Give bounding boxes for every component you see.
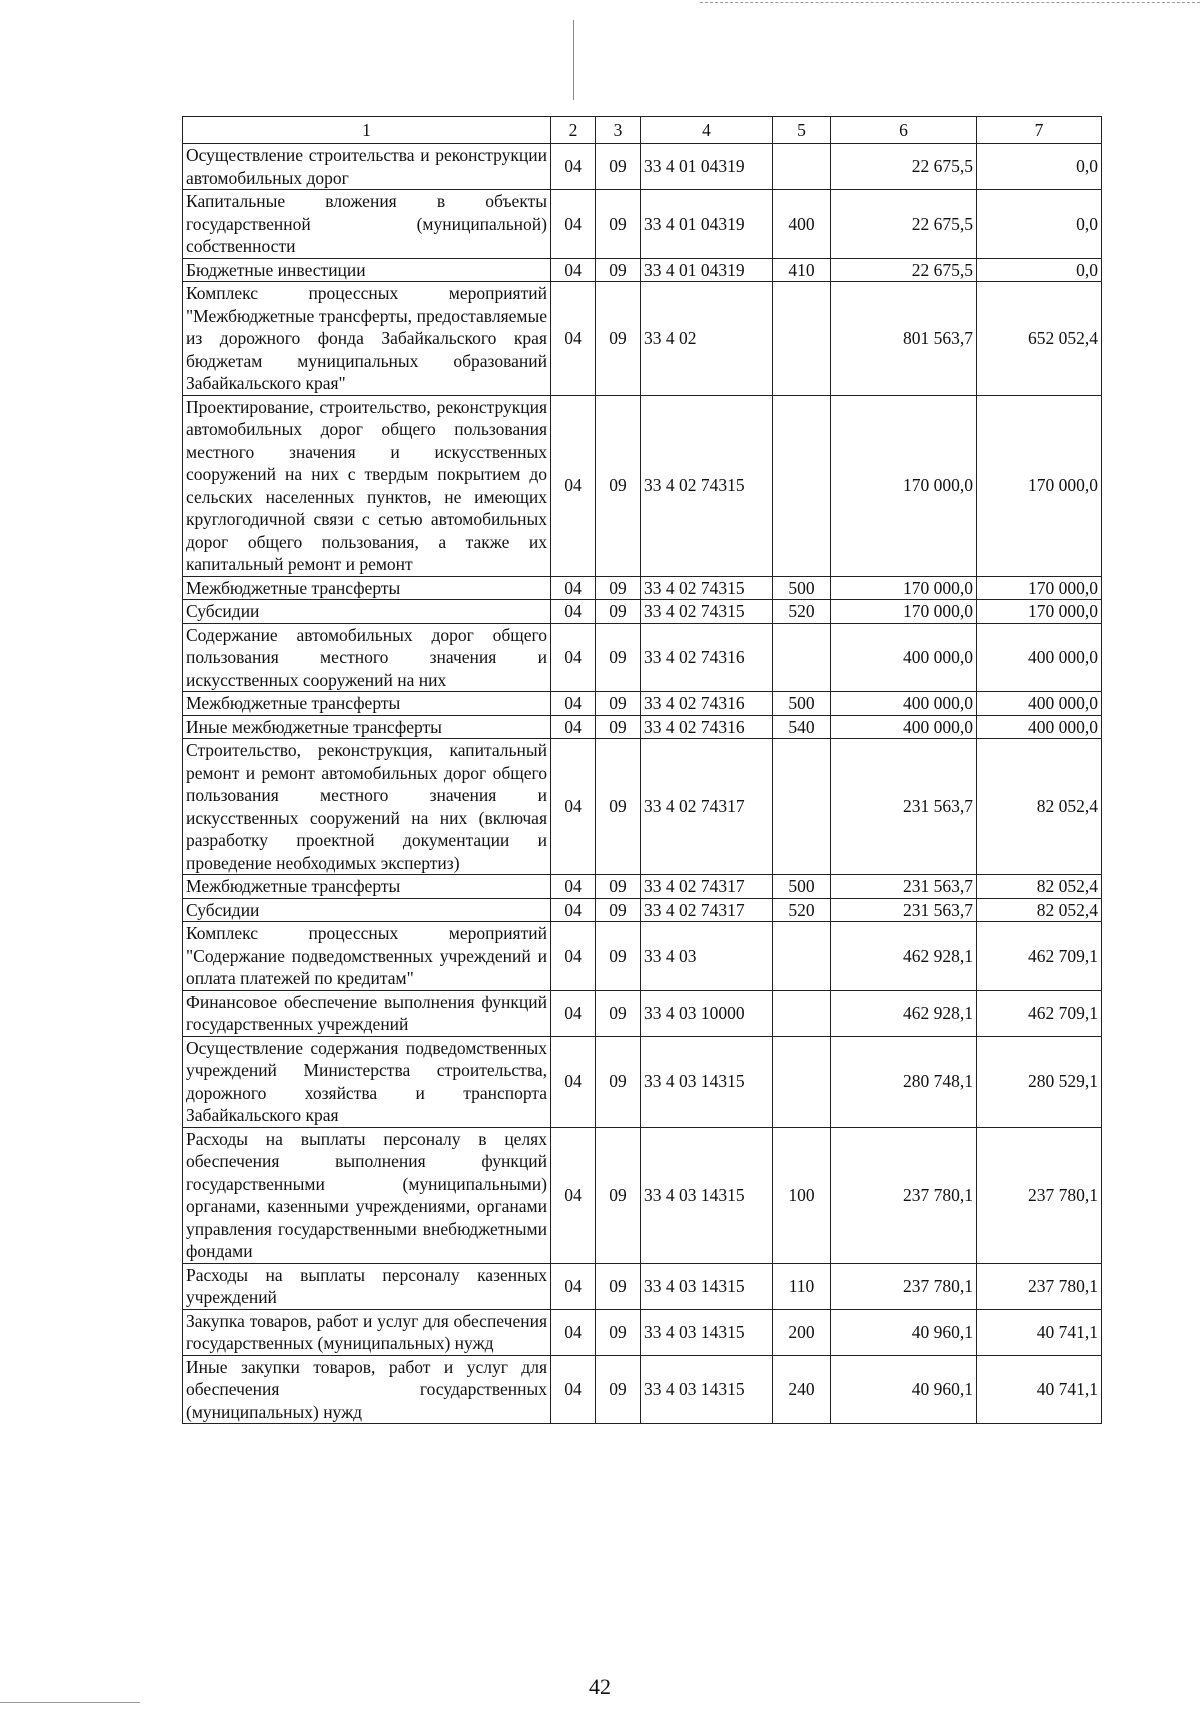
amount-col7-cell: 400 000,0 xyxy=(977,623,1102,692)
subsection-code-cell: 09 xyxy=(596,1036,641,1127)
section-code-cell: 04 xyxy=(551,1355,596,1424)
amount-col6-cell: 40 960,1 xyxy=(831,1355,977,1424)
table-row xyxy=(183,144,1102,190)
target-article-cell: 33 4 03 14315 xyxy=(641,1309,773,1355)
amount-col7-cell: 462 709,1 xyxy=(977,922,1102,991)
amount-col7-cell: 0,0 xyxy=(977,144,1102,190)
expense-type-cell: 500 xyxy=(773,576,831,600)
amount-col6-cell: 280 748,1 xyxy=(831,1036,977,1127)
expense-type-cell: 240 xyxy=(773,1355,831,1424)
row-name-cell: Межбюджетные трансферты xyxy=(183,875,551,899)
target-article-cell: 33 4 02 74315 xyxy=(641,576,773,600)
amount-col6-cell: 237 780,1 xyxy=(831,1127,977,1263)
target-article-cell: 33 4 01 04319 xyxy=(641,144,773,190)
amount-col7-cell: 40 741,1 xyxy=(977,1355,1102,1424)
section-code-cell: 04 xyxy=(551,258,596,282)
amount-col7-cell: 82 052,4 xyxy=(977,875,1102,899)
subsection-code-cell: 09 xyxy=(596,1355,641,1424)
amount-col7-cell: 170 000,0 xyxy=(977,600,1102,624)
expense-type-cell xyxy=(773,739,831,875)
subsection-code-cell: 09 xyxy=(596,576,641,600)
subsection-code-cell: 09 xyxy=(596,922,641,991)
section-code-cell: 04 xyxy=(551,600,596,624)
target-article-cell: 33 4 03 14315 xyxy=(641,1263,773,1309)
table-row xyxy=(183,715,1102,739)
table-row xyxy=(183,600,1102,624)
section-code-cell: 04 xyxy=(551,144,596,190)
subsection-code-cell: 09 xyxy=(596,715,641,739)
row-name-cell: Межбюджетные трансферты xyxy=(183,576,551,600)
amount-col6-cell: 231 563,7 xyxy=(831,875,977,899)
target-article-cell: 33 4 03 14315 xyxy=(641,1036,773,1127)
row-name-cell: Закупка товаров, работ и услуг для обеспечения государственных (муниципальных) нужд xyxy=(183,1309,551,1355)
amount-col6-cell: 462 928,1 xyxy=(831,990,977,1036)
subsection-code-cell: 09 xyxy=(596,1263,641,1309)
scan-fold-mark xyxy=(573,20,574,100)
amount-col6-cell: 400 000,0 xyxy=(831,715,977,739)
row-name-cell: Комплекс процессных мероприятий "Содержание подведомственных учреждений и оплата платежей по кредитам" xyxy=(183,922,551,991)
table-row xyxy=(183,692,1102,716)
amount-col6-cell: 237 780,1 xyxy=(831,1263,977,1309)
section-code-cell: 04 xyxy=(551,715,596,739)
table-header-row xyxy=(183,117,1102,144)
target-article-cell: 33 4 03 xyxy=(641,922,773,991)
subsection-code-cell: 09 xyxy=(596,898,641,922)
section-code-cell: 04 xyxy=(551,1263,596,1309)
expense-type-cell: 400 xyxy=(773,190,831,259)
column-header: 7 xyxy=(977,117,1102,144)
section-code-cell: 04 xyxy=(551,190,596,259)
section-code-cell: 04 xyxy=(551,1127,596,1263)
expense-type-cell: 200 xyxy=(773,1309,831,1355)
subsection-code-cell: 09 xyxy=(596,739,641,875)
table-row xyxy=(183,739,1102,875)
target-article-cell: 33 4 02 xyxy=(641,282,773,396)
target-article-cell: 33 4 01 04319 xyxy=(641,190,773,259)
target-article-cell: 33 4 02 74317 xyxy=(641,875,773,899)
target-article-cell: 33 4 03 14315 xyxy=(641,1355,773,1424)
amount-col6-cell: 462 928,1 xyxy=(831,922,977,991)
target-article-cell: 33 4 03 10000 xyxy=(641,990,773,1036)
amount-col6-cell: 170 000,0 xyxy=(831,395,977,576)
amount-col6-cell: 400 000,0 xyxy=(831,623,977,692)
subsection-code-cell: 09 xyxy=(596,875,641,899)
subsection-code-cell: 09 xyxy=(596,144,641,190)
table-row xyxy=(183,623,1102,692)
subsection-code-cell: 09 xyxy=(596,623,641,692)
table-row xyxy=(183,1036,1102,1127)
row-name-cell: Осуществление строительства и реконструкции автомобильных дорог xyxy=(183,144,551,190)
expense-type-cell xyxy=(773,922,831,991)
table-row xyxy=(183,190,1102,259)
target-article-cell: 33 4 02 74316 xyxy=(641,715,773,739)
target-article-cell: 33 4 01 04319 xyxy=(641,258,773,282)
amount-col7-cell: 280 529,1 xyxy=(977,1036,1102,1127)
expense-type-cell: 410 xyxy=(773,258,831,282)
subsection-code-cell: 09 xyxy=(596,600,641,624)
amount-col7-cell: 400 000,0 xyxy=(977,692,1102,716)
row-name-cell: Финансовое обеспечение выполнения функций государственных учреждений xyxy=(183,990,551,1036)
row-name-cell: Проектирование, строительство, реконструкция автомобильных дорог общего пользования местного значения и искусственных сооружений на них с твердым покрытием до сельских населенных пунктов, не имеющих круглогодичной связи с сетью автомобильных дорог общего пользования, а также их капитальный ремонт и ремонт xyxy=(183,395,551,576)
section-code-cell: 04 xyxy=(551,282,596,396)
row-name-cell: Капитальные вложения в объекты государственной (муниципальной) собственности xyxy=(183,190,551,259)
expense-type-cell: 100 xyxy=(773,1127,831,1263)
amount-col6-cell: 170 000,0 xyxy=(831,576,977,600)
scan-edge-line-bottom xyxy=(0,1702,140,1703)
amount-col7-cell: 170 000,0 xyxy=(977,395,1102,576)
amount-col7-cell: 652 052,4 xyxy=(977,282,1102,396)
column-header: 6 xyxy=(831,117,977,144)
expense-type-cell: 540 xyxy=(773,715,831,739)
expense-type-cell: 500 xyxy=(773,692,831,716)
amount-col6-cell: 400 000,0 xyxy=(831,692,977,716)
expense-type-cell xyxy=(773,395,831,576)
table-row xyxy=(183,898,1102,922)
amount-col7-cell: 82 052,4 xyxy=(977,739,1102,875)
row-name-cell: Межбюджетные трансферты xyxy=(183,692,551,716)
section-code-cell: 04 xyxy=(551,922,596,991)
column-header: 2 xyxy=(551,117,596,144)
amount-col7-cell: 237 780,1 xyxy=(977,1263,1102,1309)
subsection-code-cell: 09 xyxy=(596,258,641,282)
target-article-cell: 33 4 02 74317 xyxy=(641,739,773,875)
table-row xyxy=(183,922,1102,991)
expense-type-cell xyxy=(773,282,831,396)
row-name-cell: Субсидии xyxy=(183,600,551,624)
amount-col7-cell: 82 052,4 xyxy=(977,898,1102,922)
section-code-cell: 04 xyxy=(551,898,596,922)
amount-col7-cell: 237 780,1 xyxy=(977,1127,1102,1263)
expense-type-cell xyxy=(773,990,831,1036)
amount-col7-cell: 0,0 xyxy=(977,258,1102,282)
section-code-cell: 04 xyxy=(551,739,596,875)
amount-col7-cell: 400 000,0 xyxy=(977,715,1102,739)
section-code-cell: 04 xyxy=(551,395,596,576)
table-row xyxy=(183,1263,1102,1309)
column-header: 1 xyxy=(183,117,551,144)
table-row xyxy=(183,576,1102,600)
row-name-cell: Комплекс процессных мероприятий "Межбюджетные трансферты, предоставляемые из дорожного фонда Забайкальского края бюджетам муниципальных образований Забайкальского края" xyxy=(183,282,551,396)
expense-type-cell: 520 xyxy=(773,600,831,624)
section-code-cell: 04 xyxy=(551,875,596,899)
table-row xyxy=(183,875,1102,899)
target-article-cell: 33 4 03 14315 xyxy=(641,1127,773,1263)
page-number: 42 xyxy=(589,1674,611,1699)
section-code-cell: 04 xyxy=(551,1036,596,1127)
target-article-cell: 33 4 02 74316 xyxy=(641,692,773,716)
row-name-cell: Расходы на выплаты персоналу в целях обеспечения выполнения функций государственными (муниципальными) органами, казенными учреждениями, органами управления государственными внебюджетными фондами xyxy=(183,1127,551,1263)
expense-type-cell: 520 xyxy=(773,898,831,922)
column-header: 3 xyxy=(596,117,641,144)
row-name-cell: Иные межбюджетные трансферты xyxy=(183,715,551,739)
amount-col7-cell: 462 709,1 xyxy=(977,990,1102,1036)
amount-col6-cell: 40 960,1 xyxy=(831,1309,977,1355)
row-name-cell: Иные закупки товаров, работ и услуг для обеспечения государственных (муниципальных) нужд xyxy=(183,1355,551,1424)
subsection-code-cell: 09 xyxy=(596,1127,641,1263)
table-row xyxy=(183,990,1102,1036)
subsection-code-cell: 09 xyxy=(596,190,641,259)
section-code-cell: 04 xyxy=(551,990,596,1036)
column-header: 4 xyxy=(641,117,773,144)
table-row xyxy=(183,1355,1102,1424)
target-article-cell: 33 4 02 74315 xyxy=(641,600,773,624)
expense-type-cell: 500 xyxy=(773,875,831,899)
subsection-code-cell: 09 xyxy=(596,1309,641,1355)
subsection-code-cell: 09 xyxy=(596,692,641,716)
table-row xyxy=(183,258,1102,282)
target-article-cell: 33 4 02 74317 xyxy=(641,898,773,922)
subsection-code-cell: 09 xyxy=(596,990,641,1036)
row-name-cell: Расходы на выплаты персоналу казенных учреждений xyxy=(183,1263,551,1309)
scan-edge-line xyxy=(700,2,1200,3)
amount-col7-cell: 170 000,0 xyxy=(977,576,1102,600)
row-name-cell: Бюджетные инвестиции xyxy=(183,258,551,282)
row-name-cell: Содержание автомобильных дорог общего пользования местного значения и искусственных сооружений на них xyxy=(183,623,551,692)
amount-col7-cell: 40 741,1 xyxy=(977,1309,1102,1355)
expense-type-cell xyxy=(773,1036,831,1127)
table-row xyxy=(183,1309,1102,1355)
row-name-cell: Строительство, реконструкция, капитальный ремонт и ремонт автомобильных дорог общего пользования местного значения и искусственных сооружений на них (включая разработку проектной документации и проведение необходимых экспертиз) xyxy=(183,739,551,875)
amount-col6-cell: 22 675,5 xyxy=(831,144,977,190)
amount-col6-cell: 22 675,5 xyxy=(831,190,977,259)
table-row xyxy=(183,282,1102,396)
target-article-cell: 33 4 02 74315 xyxy=(641,395,773,576)
section-code-cell: 04 xyxy=(551,623,596,692)
subsection-code-cell: 09 xyxy=(596,282,641,396)
column-header: 5 xyxy=(773,117,831,144)
budget-table-body xyxy=(183,117,1102,1424)
target-article-cell: 33 4 02 74316 xyxy=(641,623,773,692)
expense-type-cell xyxy=(773,144,831,190)
expense-type-cell: 110 xyxy=(773,1263,831,1309)
expense-type-cell xyxy=(773,623,831,692)
amount-col6-cell: 231 563,7 xyxy=(831,739,977,875)
section-code-cell: 04 xyxy=(551,692,596,716)
section-code-cell: 04 xyxy=(551,576,596,600)
amount-col6-cell: 170 000,0 xyxy=(831,600,977,624)
table-row xyxy=(183,395,1102,576)
section-code-cell: 04 xyxy=(551,1309,596,1355)
amount-col6-cell: 231 563,7 xyxy=(831,898,977,922)
table-row xyxy=(183,1127,1102,1263)
subsection-code-cell: 09 xyxy=(596,395,641,576)
amount-col6-cell: 801 563,7 xyxy=(831,282,977,396)
row-name-cell: Осуществление содержания подведомственных учреждений Министерства строительства, дорожного хозяйства и транспорта Забайкальского края xyxy=(183,1036,551,1127)
amount-col7-cell: 0,0 xyxy=(977,190,1102,259)
amount-col6-cell: 22 675,5 xyxy=(831,258,977,282)
budget-table xyxy=(182,116,1102,1424)
row-name-cell: Субсидии xyxy=(183,898,551,922)
